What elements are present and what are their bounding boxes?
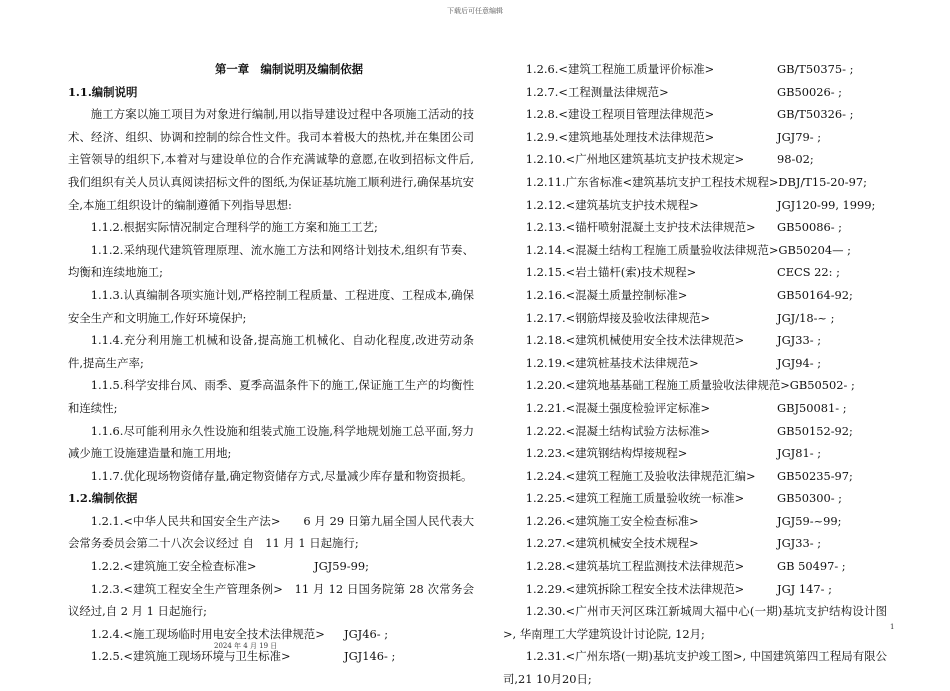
reference-item [503,239,887,262]
reference-item [503,284,887,307]
reference-name: 1.2.18.<建筑机械使用安全技术法律规范> [525,333,745,348]
reference-name: 1.2.19.<建筑桩基技术法律规范> [525,355,699,370]
reference-code: GB50502- ; [789,378,855,393]
reference-name: 1.2.16.<混凝土质量控制标准> [525,287,688,302]
reference-name: 1.2.7.<工程测量法律规范> [525,84,669,99]
reference-code: JGJ59-~99; [777,513,842,528]
reference-code: GB/T50375- ; [777,62,854,76]
reference-name: 1.2.14.<混凝土结构工程施工质量验收法律规范> [525,242,779,257]
reference-item [503,532,887,555]
reference-item [503,194,887,217]
reference-code: CECS 22: ; [777,265,840,280]
reference-name: 1.2.15.<岩土锚杆(索)技术规程> [525,265,697,280]
reference-code: DBJ/T15-20-97; [778,174,867,189]
reference-code: GB50300- ; [777,491,843,506]
reference-item [503,148,887,171]
basis-paragraph: 1.2.31.<广州东塔(一期)基坑支护竣工图>, 中国建筑第四工程局有限公司,21 10月20日; [503,649,887,687]
reference-name: 1.2.23.<建筑钢结构焊接规程> [525,446,688,461]
reference-name: 1.2.8.<建设工程项目管理法律规范> [525,107,715,122]
reference-name: 1.2.9.<建筑地基处理技术法律规范> [525,129,715,144]
reference-code: GB50235-97; [777,468,853,483]
reference-name: 1.2.20.<建筑地基基础工程施工质量验收法律规范> [525,378,790,393]
page-header-note: 下载后可任意编辑 [447,7,503,15]
reference-code: GB50164-92; [777,287,853,302]
reference-item [503,329,887,352]
guideline-item: 1.1.2.采纳现代建筑管理原理、流水施工方法和网络计划技术,组织有节奏、均衡和连续地施工; [68,242,474,280]
reference-item [503,397,887,420]
reference-name: 1.2.22.<混凝土结构试验方法标准> [525,423,711,438]
basis-paragraph: 1.2.3.<建筑工程安全生产管理条例> 11 月 12 日国务院第 28 次常务会议经过,自 2 月 1 日起施行; [68,581,474,619]
reference-name: 1.2.4.<施工现场临时用电安全技术法律规范> [90,626,325,641]
guideline-item: 1.1.2.根据实际情况制定合理科学的施工方案和施工工艺; [90,220,378,235]
reference-code: JGJ/18-~ ; [777,310,835,325]
reference-item [503,216,887,239]
reference-item [503,126,887,149]
reference-name: 1.2.24.<建筑工程施工及验收法律规范汇编> [525,468,756,483]
reference-code: JGJ146- ; [344,649,396,664]
chapter-title: 第一章 编制说明及编制依据 [214,62,364,76]
reference-name: 1.2.26.<建筑施工安全检查标准> [525,513,699,528]
reference-code: GB 50497- ; [777,559,846,574]
reference-code: 98-02; [777,152,814,167]
reference-code: GB50026- ; [777,84,843,99]
reference-code: GB50152-92; [777,423,853,438]
reference-item [503,171,887,194]
reference-item [503,352,887,375]
reference-code: JGJ33- ; [777,536,822,551]
reference-item [503,442,887,465]
reference-name: 1.2.11.广东省标准<建筑基坑支护工程技术规程> [525,174,779,189]
guideline-item: 1.1.7.优化现场物资储存量,确定物资储存方式,尽量减少库存量和物资损耗。 [90,468,473,483]
reference-list-left-a [68,555,474,578]
reference-item [68,555,474,578]
reference-item [503,465,887,488]
reference-name: 1.2.13.<锚杆喷射混凝土支护技术法律规范> [525,220,756,235]
footer-date: 2024 年 4 月 19 日 [214,642,278,650]
reference-code: JGJ94- ; [777,355,822,370]
basis-paragraph: 1.2.1.<中华人民共和国安全生产法> 6 月 29 日第九届全国人民代表大会常务委员会第二十八次会议经过 自 11 月 1 日起施行; [68,513,474,551]
reference-code: GBJ50081- ; [777,400,847,415]
reference-code: JGJ 147- ; [777,581,832,596]
reference-code: JGJ79- ; [777,129,822,144]
right-column [503,58,887,691]
guideline-item: 1.1.5.科学安排台风、雨季、夏季高温条件下的施工,保证施工生产的均衡性和连续性; [68,378,474,415]
reference-item [503,261,887,284]
reference-item [503,578,887,601]
reference-code: JGJ46- ; [344,626,389,641]
reference-name: 1.2.21.<混凝土强度检验评定标准> [525,400,711,415]
reference-item [503,58,887,81]
reference-item [503,420,887,443]
reference-item [503,81,887,104]
reference-item [503,307,887,330]
reference-name: 1.2.17.<钢筋焊接及验收法律规范> [525,310,711,325]
reference-code: JGJ120-99, 1999; [777,197,876,212]
reference-name: 1.2.6.<建筑工程施工质量评价标准> [525,62,715,76]
reference-item [503,374,887,397]
reference-name: 1.2.10.<广州地区建筑基坑支护技术规定> [525,152,745,167]
guideline-item: 1.1.4.充分利用施工机械和设备,提高施工机械化、自动化程度,改进劳动条件,提高生产率; [68,333,474,370]
reference-code: JGJ59-99; [314,559,369,574]
section-heading-1-2: 1.2.编制依据 [68,491,138,506]
reference-name: 1.2.27.<建筑机械安全技术规程> [525,536,699,551]
reference-list-right [503,58,887,600]
reference-item [503,555,887,578]
guideline-list [68,216,474,487]
reference-item [503,103,887,126]
reference-name: 1.2.2.<建筑施工安全检查标准> [90,559,257,574]
reference-code: GB50086- ; [777,220,843,235]
left-column [68,58,474,668]
reference-name: 1.2.28.<建筑基坑工程监测技术法律规范> [525,559,745,574]
guideline-item: 1.1.3.认真编制各项实施计划,严格控制工程质量、工程进度、工程成本,确保安全生产和文明施工,作好环境保护; [68,287,474,325]
reference-code: JGJ81- ; [777,446,822,461]
reference-item [503,487,887,510]
basis-paragraph: 1.2.30.<广州市天河区珠江新城周大福中心(一期)基坑支护结构设计图>, 华南理工大学建筑设计讨论院, 12月; [503,604,887,641]
reference-name: 1.2.25.<建筑工程施工质量验收统一标准> [525,491,745,506]
reference-code: GB/T50326- ; [777,107,854,122]
section-heading-1-1: 1.1.编制说明 [68,84,138,99]
reference-name: 1.2.12.<建筑基坑支护技术规程> [525,197,699,212]
guideline-item: 1.1.6.尽可能利用永久性设施和组装式施工设施,科学地规划施工总平面,努力减少施工设施建造量和施工用地; [68,423,474,461]
reference-item [503,510,887,533]
reference-name: 1.2.5.<建筑施工现场环境与卫生标准> [90,649,291,664]
reference-code: JGJ33- ; [777,333,822,348]
intro-paragraph: 施工方案以施工项目为对象进行编制,用以指导建设过程中各项施工活动的技术、经济、组织、协调和控制的综合性文件。我司本着极大的热枕,并在集团公司主管领导的组织下,本着对与建设单位的合作充满诚挚的意愿,在收到招标文件后,我们组织有关人员认真阅读招标文件的图纸,为保证基坑施工顺利进行,确保基坑安全,本施工组织设计的编制遵循下列指导思想: [68,107,474,212]
page-number: 1 [890,623,895,631]
reference-code: GB50204— ; [778,242,851,257]
reference-name: 1.2.29.<建筑拆除工程安全技术法律规范> [525,581,745,596]
